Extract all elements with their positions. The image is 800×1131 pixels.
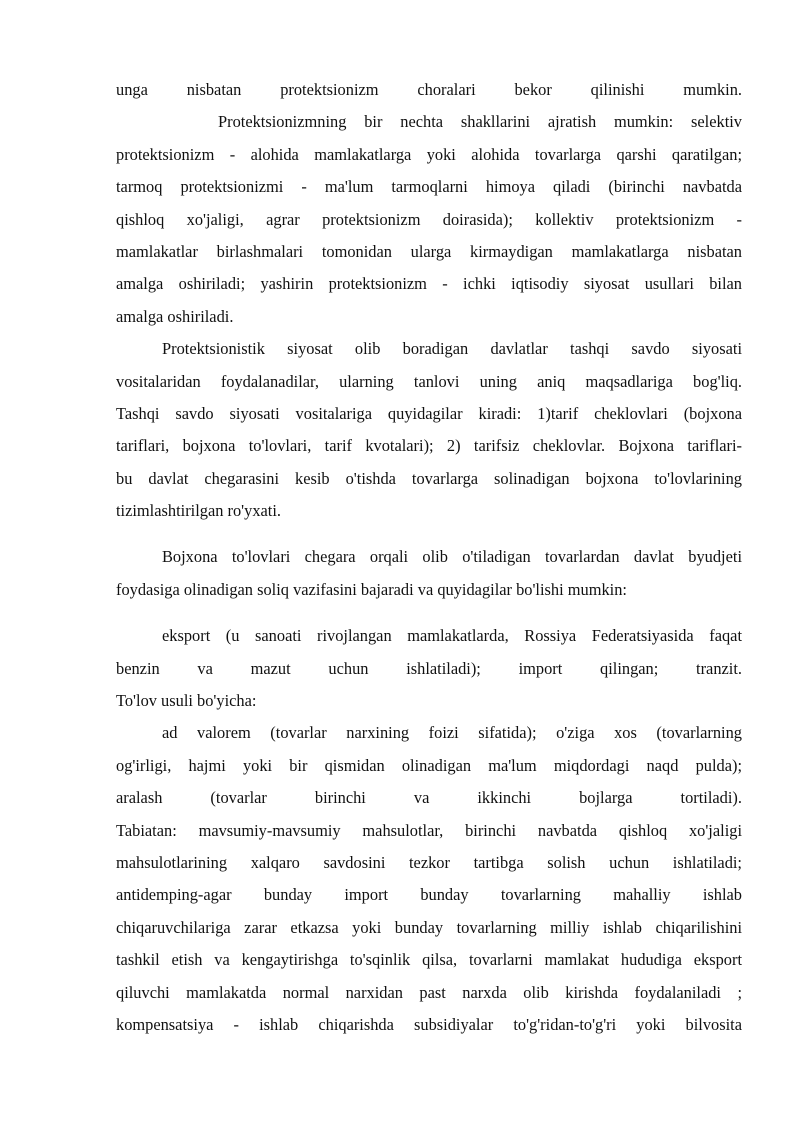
text-line: amalga oshiriladi; yashirin protektsionizm - ichki iqtisodiy siyosat usullari bilan <box>116 274 742 294</box>
text-line: foydasiga olinadigan soliq vazifasini bajaradi va quyidagilar bo'lishi mumkin: <box>116 579 627 599</box>
text-line: kompensatsiya - ishlab chiqarishda subsidiyalar to'g'ridan-to'g'ri yoki bilvosita <box>116 1014 742 1034</box>
text-line: Protektsionistik siyosat olib boradigan davlatlar tashqi savdo siyosati <box>162 339 742 359</box>
paragraph-gap <box>116 606 742 620</box>
text-line: mamlakatlar birlashmalari tomonidan ularga kirmaydigan mamlakatlarga nisbatan <box>116 241 742 261</box>
text-line: qiluvchi mamlakatda normal narxidan past narxda olib kirishda foydalaniladi ; <box>116 982 742 1002</box>
text-line: og'irligi, hajmi yoki bir qismidan olinadigan ma'lum miqdordagi naqd pulda); <box>116 755 742 775</box>
text-line: tashkil etish va kengaytirishga to'sqinlik qilsa, tovarlarni mamlakat hududiga eksport <box>116 950 742 970</box>
text-line: eksport (u sanoati rivojlangan mamlakatlarda, Rossiya Federatsiyasida faqat <box>162 626 742 646</box>
text-line: amalga oshiriladi. <box>116 306 234 326</box>
document-body <box>116 74 742 1041</box>
text-line: Tashqi savdo siyosati vositalariga quyidagilar kiradi: 1)tarif cheklovlari (bojxona <box>116 403 742 423</box>
text-line: tizimlashtirilgan ro'yxati. <box>116 501 282 521</box>
text-line: tariflari, bojxona to'lovlari, tarif kvotalari); 2) tarifsiz cheklovlar. Bojxona tariflari- <box>116 436 742 456</box>
text-line: protektsionizm - alohida mamlakatlarga yoki alohida tovarlarga qarshi qaratilgan; <box>116 144 742 164</box>
text-line: Bojxona to'lovlari chegara orqali olib o'tiladigan tovarlardan davlat byudjeti <box>162 547 742 567</box>
text-line: To'lov usuli bo'yicha: <box>116 691 257 711</box>
paragraph-gap <box>116 527 742 541</box>
text-line: mahsulotlarining xalqaro savdosini tezkor tartibga solish uchun ishlatiladi; <box>116 852 742 872</box>
text-line: bu davlat chegarasini kesib o'tishda tovarlarga solinadigan bojxona to'lovlarining <box>116 468 742 488</box>
text-line: Tabiatan: mavsumiy-mavsumiy mahsulotlar, birinchi navbatda qishloq xo'jaligi <box>116 820 742 840</box>
text-line: benzin va mazut uchun ishlatiladi); import qilingan; tranzit. <box>116 658 742 678</box>
text-line: Protektsionizmning bir nechta shakllarini ajratish mumkin: selektiv <box>218 112 742 132</box>
text-line: qishloq xo'jaligi, agrar protektsionizm doirasida); kollektiv protektsionizm - <box>116 209 742 229</box>
text-line: tarmoq protektsionizmi - ma'lum tarmoqlarni himoya qiladi (birinchi navbatda <box>116 177 742 197</box>
text-line: ad valorem (tovarlar narxining foizi sifatida); o'ziga xos (tovarlarning <box>162 723 742 743</box>
text-line: vositalaridan foydalanadilar, ularning tanlovi uning aniq maqsadlariga bog'liq. <box>116 371 742 391</box>
text-line: aralash (tovarlar birinchi va ikkinchi bojlarga tortiladi). <box>116 788 742 808</box>
text-line: unga nisbatan protektsionizm choralari bekor qilinishi mumkin. <box>116 80 742 99</box>
text-line: antidemping-agar bunday import bunday tovarlarning mahalliy ishlab <box>116 885 742 905</box>
text-line: chiqaruvchilariga zarar etkazsa yoki bunday tovarlarning milliy ishlab chiqarilishini <box>116 917 742 937</box>
